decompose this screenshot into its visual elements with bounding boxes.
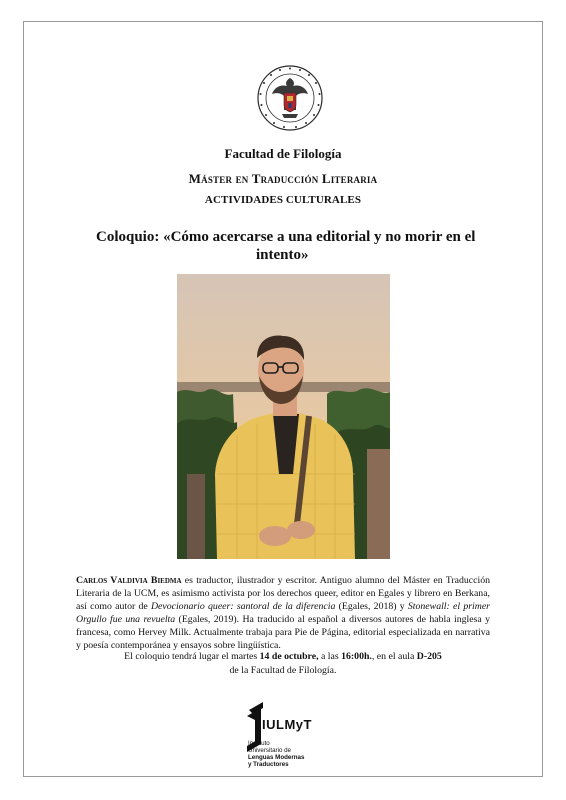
faculty-name: Facultad de Filología — [224, 146, 342, 161]
speaker-photo — [177, 274, 390, 559]
speaker-name: Carlos Valdivia Biedma — [76, 575, 182, 586]
university-seal-icon — [256, 64, 324, 132]
logo-line-3: Lenguas Modernas — [248, 754, 305, 761]
details-text-2: a las — [318, 651, 342, 662]
details-text-1: El coloquio tendrá lugar el martes — [124, 651, 260, 662]
event-date: 14 de octubre, — [259, 651, 319, 662]
institute-logo-brand: IULMyT — [262, 717, 312, 732]
details-text-3: , en el aula — [371, 651, 417, 662]
logo-line-4: y Traductores — [248, 761, 289, 768]
event-details — [76, 650, 490, 678]
bio-text-2: (Egales, 2018) y — [335, 601, 408, 612]
event-room: D-205 — [416, 651, 442, 662]
master-program-title: Máster en Traducción Literaria — [188, 171, 378, 186]
bio-text-3: (Egales, 2019). Ha traducido al español a diversos autores de habla inglesa y francesa, como Hervey Milk. Actualmente trabaja para Pie de Página, editorial especializada en narrativa y poesía contemporánea y ensayos sobre lingüística. — [76, 614, 490, 651]
book-title-2: Stonewall: el primer Orgullo fue una revuelta — [76, 601, 490, 625]
book-title-1: Devocionario queer: santoral de la diferencia — [150, 601, 336, 612]
institute-logo-caption — [248, 740, 338, 768]
bio-text-1: es traductor, ilustrador y escritor. Antiguo alumno del Máster en Traducción Literaria de la UCM, es asimismo activista por los derechos queer, editor en Egales y librero en Berkana, así como autor de — [76, 575, 490, 612]
event-title — [96, 228, 496, 264]
logo-line-1: Instituto — [248, 740, 270, 747]
event-time: 16:00h. — [341, 651, 372, 662]
event-title-line-2: intento» — [256, 247, 309, 263]
section-label: ACTIVIDADES CULTURALES — [204, 194, 362, 206]
speaker-bio — [76, 574, 490, 652]
details-text-4: de la Facultad de Filología. — [229, 665, 337, 676]
event-title-line-1: Coloquio: «Cómo acercarse a una editorial y no morir en el — [96, 229, 476, 245]
logo-line-2: Universitario de — [248, 747, 291, 754]
